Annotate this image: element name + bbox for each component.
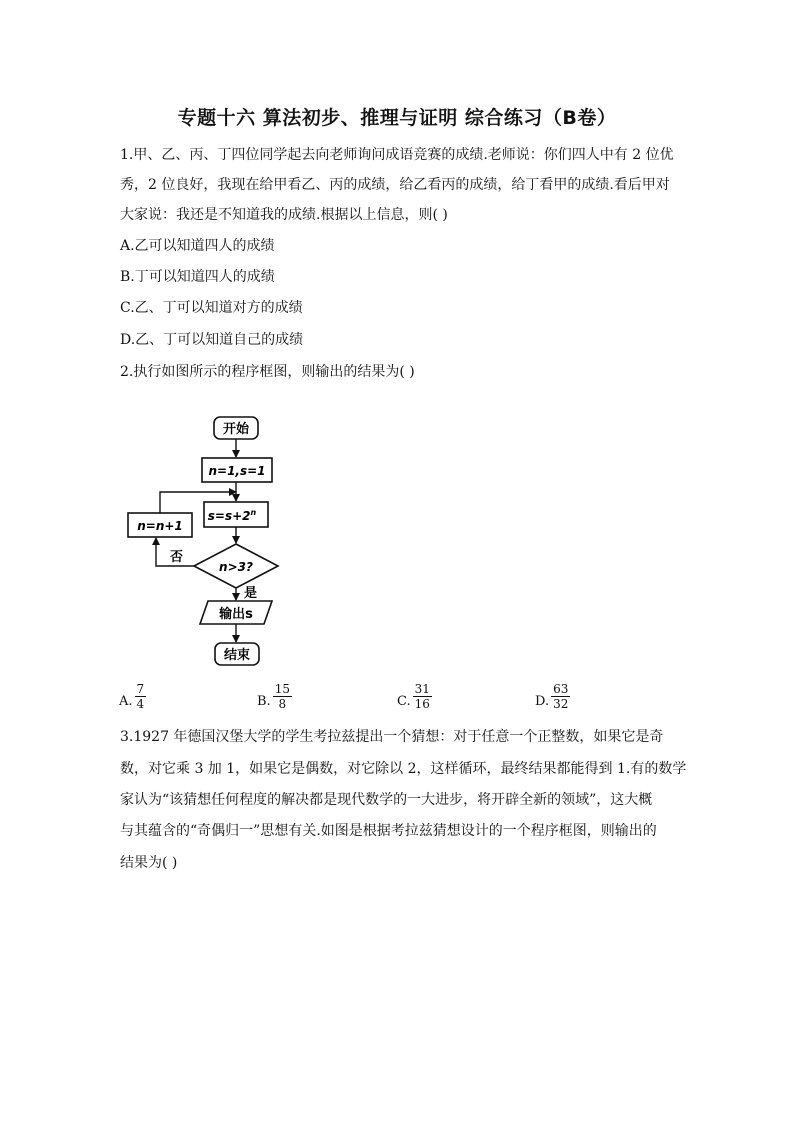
fraction: $\frac{7}{4}$ — [136, 682, 145, 711]
q1-option-a: A.乙可以知道四人的成绩 — [120, 238, 275, 254]
q1-option-d: D.乙、丁可以知道自己的成绩 — [120, 332, 304, 348]
q2-option-a: A. $\frac{7}{4}$ — [119, 682, 145, 711]
q2-stem: 2.执行如图所示的程序框图，则输出的结果为( ) — [120, 364, 415, 380]
q1-option-b: B.丁可以知道四人的成绩 — [120, 269, 275, 285]
q2-options — [0, 682, 794, 722]
flow-yes-label: 是 — [244, 586, 258, 601]
q3-stem-line-3: 家认为“该猜想任何程度的解决都是现代数学的一大进步，将开辟全新的领域”，这大概 — [120, 792, 653, 808]
flow-decision-text: n>3? — [219, 560, 253, 574]
q1-stem-line-1: 1.甲、乙、丙、丁四位同学起去向老师询问成语竞赛的成绩.老师说：你们四人中有 2 位优 — [120, 147, 674, 163]
q3-stem-line-4: 与其蕴含的“奇偶归一”思想有关.如图是根据考拉兹猜想设计的一个程序框图，则输出的 — [120, 823, 657, 839]
q3-stem-line-5: 结果为( ) — [120, 855, 178, 871]
flow-end-text: 结束 — [223, 648, 251, 663]
flow-init-text: n=1,s=1 — [208, 464, 266, 478]
q3-stem-line-2: 数，对它乘 3 加 1，如果它是偶数，对它除以 2，这样循环，最终结果都能得到 1.有的数学 — [120, 761, 687, 777]
fraction: $\frac{63}{32}$ — [553, 682, 569, 711]
q2-option-b: B. $\frac{15}{8}$ — [257, 682, 290, 711]
page-title: 专题十六 算法初步、推理与证明 综合练习（B卷） — [177, 107, 617, 129]
q2-option-d: D. $\frac{63}{32}$ — [535, 682, 569, 711]
flow-no-label: 否 — [170, 550, 184, 565]
q1-stem-line-3: 大家说：我还是不知道我的成绩.根据以上信息，则( ) — [120, 207, 448, 223]
q1-option-c: C.乙、丁可以知道对方的成绩 — [120, 300, 303, 316]
fraction: $\frac{15}{8}$ — [274, 682, 290, 711]
fraction: $\frac{31}{16}$ — [414, 682, 430, 711]
q1-stem-line-2: 秀，2 位良好，我现在给甲看乙、丙的成绩，给乙看丙的成绩，给丁看甲的成绩.看后甲对 — [120, 177, 670, 193]
q2-option-c: C. $\frac{31}{16}$ — [397, 682, 430, 711]
q3-stem-line-1: 3.1927 年德国汉堡大学的学生考拉兹提出一个猜想：对于任意一个正整数，如果它是奇 — [120, 729, 664, 745]
flow-start-text: 开始 — [222, 422, 250, 437]
flow-increment-text: n=n+1 — [137, 519, 183, 533]
flow-output-text: 输出s — [219, 607, 253, 622]
program-flowchart — [120, 405, 300, 670]
flow-process-text: $s=s+2^n$ — [207, 508, 257, 523]
